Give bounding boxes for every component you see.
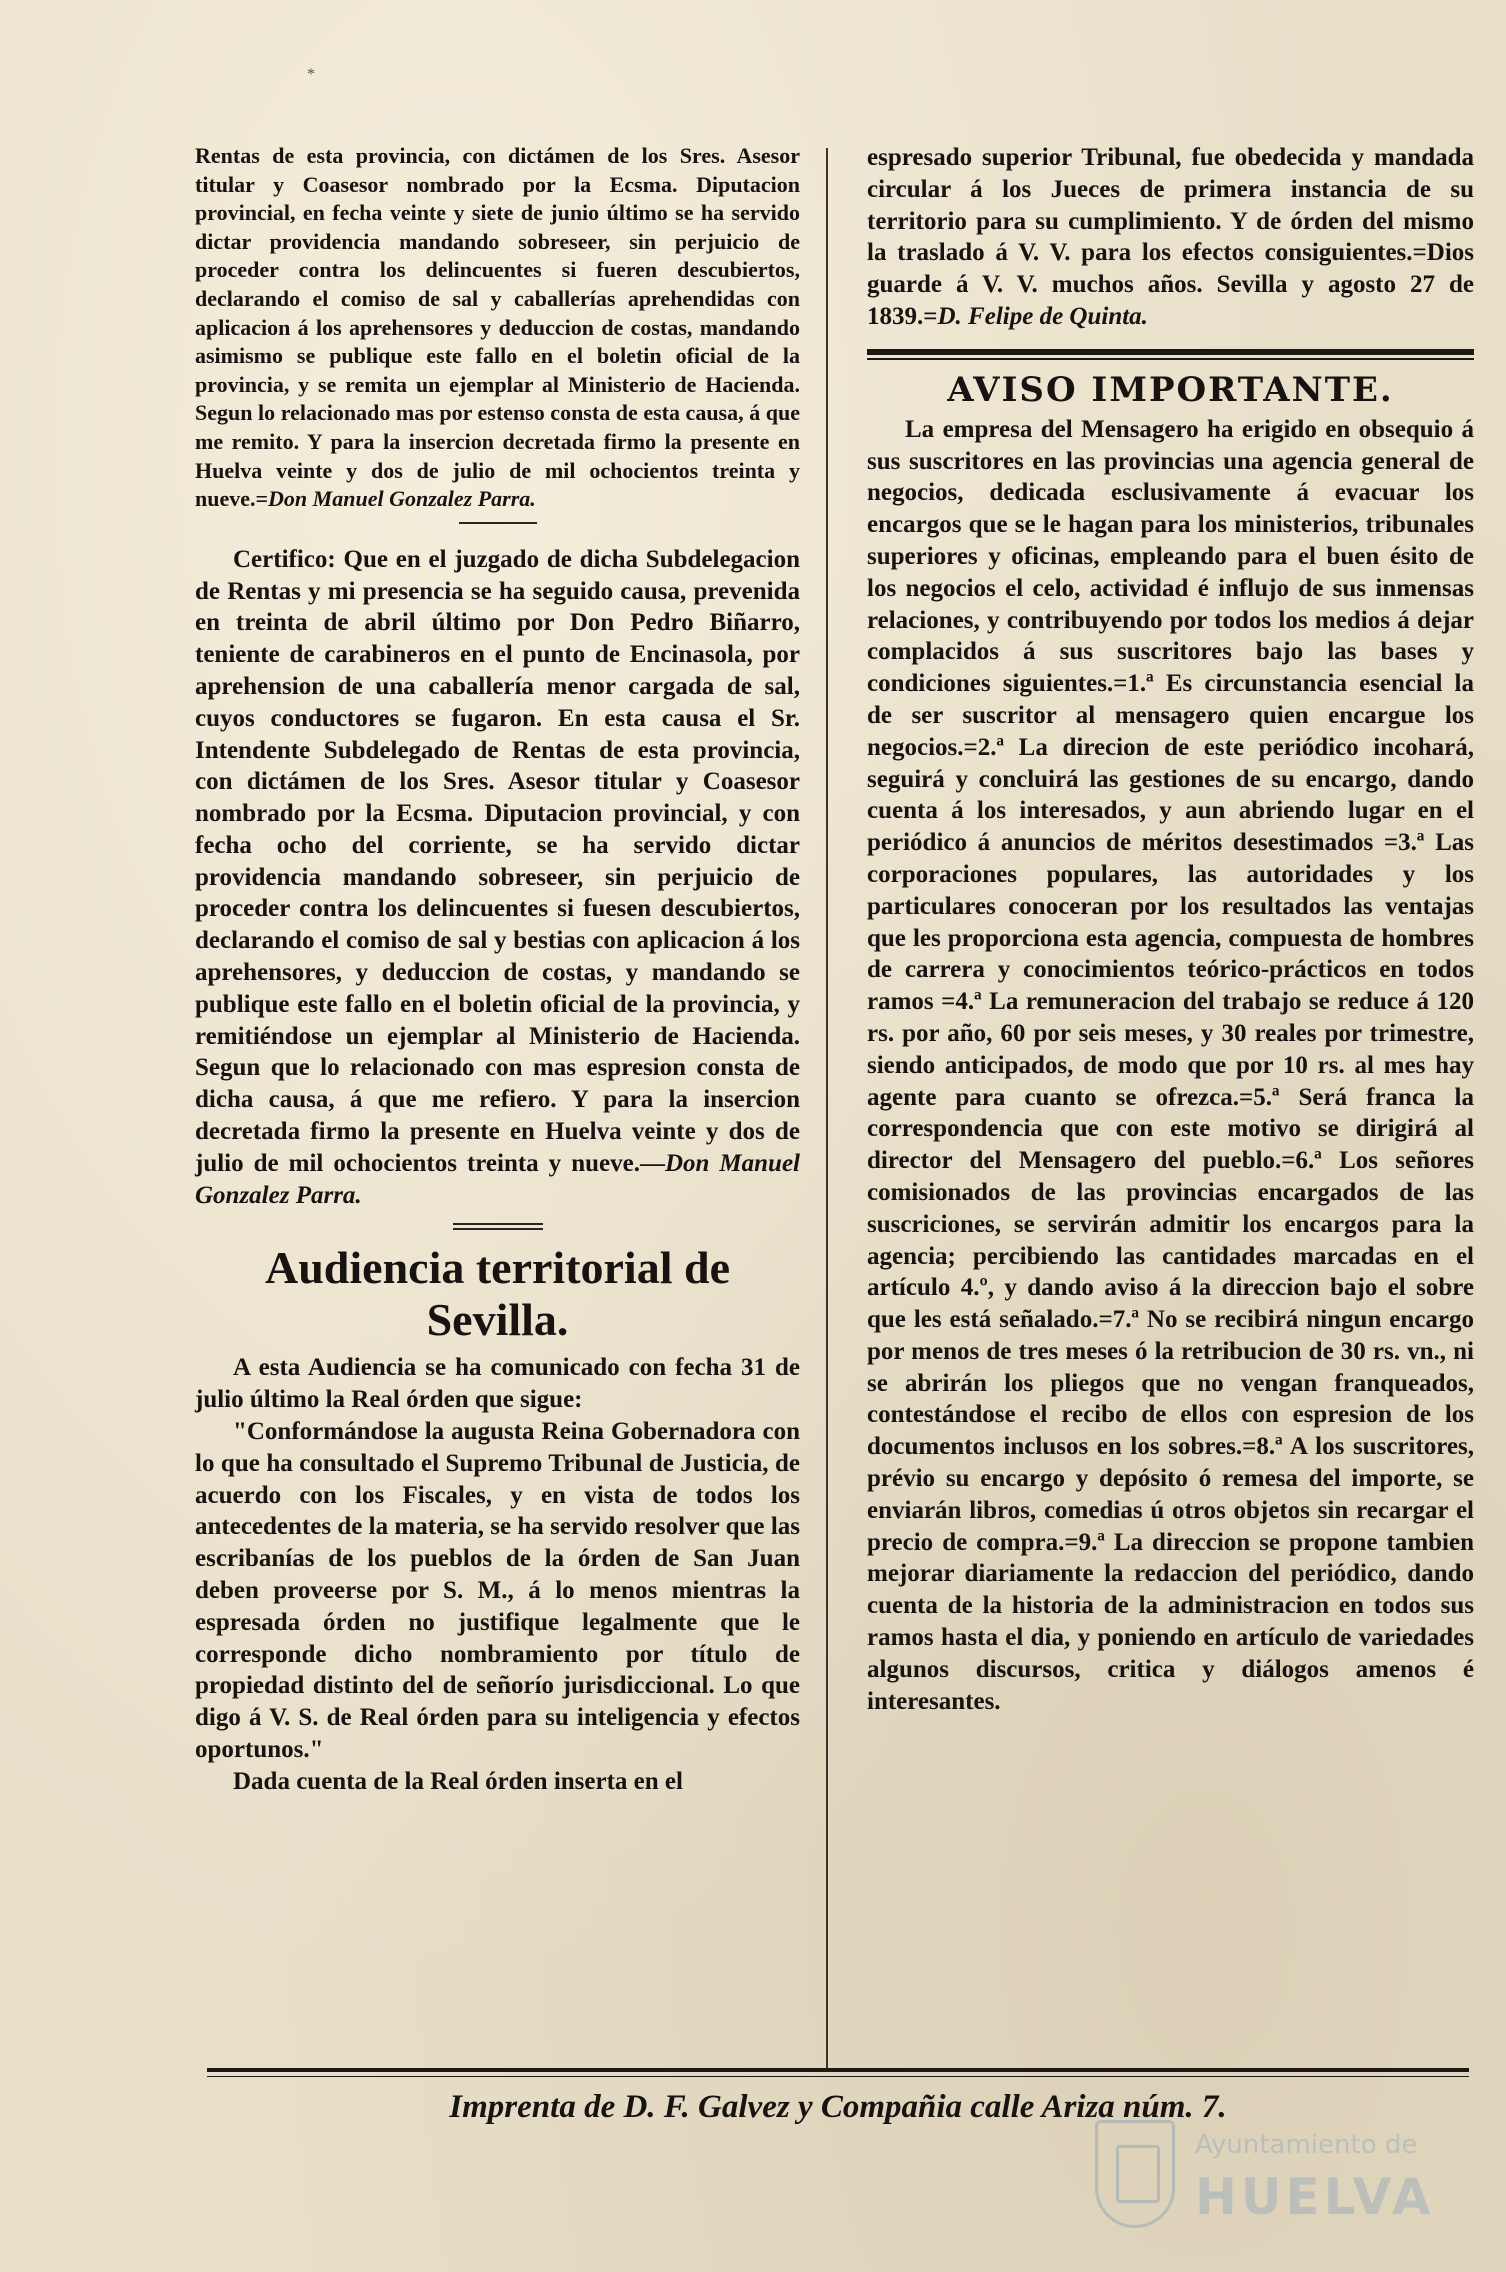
page-mark: * xyxy=(307,66,315,83)
right-column xyxy=(867,142,1474,1717)
left-paragraph-1-signature: Don Manuel Gonzalez Parra. xyxy=(268,486,536,512)
left-paragraph-5-text: Dada cuenta de la Real órden inserta en el xyxy=(233,1767,683,1795)
left-paragraph-4 xyxy=(195,1416,800,1766)
left-paragraph-5 xyxy=(195,1766,800,1798)
left-paragraph-2-signature: Don Manuel Gonzalez Parra. xyxy=(195,1149,800,1209)
right-paragraph-1-text: espresado superior Tribunal, fue obedecida y mandada circular á los Jueces de primera instancia de su territorio para su cumplimiento. Y de órden del mismo la traslado á V. V. para los efectos consiguientes.=Dios guarde á V. V. muchos años. Sevilla y agosto 27 de 1839.= xyxy=(867,144,1474,330)
watermark xyxy=(1095,2112,1435,2242)
short-separator xyxy=(459,522,537,524)
notice-heading: AVISO IMPORTANTE. xyxy=(947,369,1394,410)
double-separator xyxy=(453,1223,543,1230)
footer-rule-thick xyxy=(207,2068,1469,2072)
notice-rule-thin xyxy=(867,358,1474,360)
right-paragraph-1-signature: D. Felipe de Quinta. xyxy=(937,302,1148,330)
notice-paragraph-text: La empresa del Mensagero ha erigido en obsequio á sus suscritores en las provincias una agencia general de negocios, dedicada esclusivamente á evacuar los encargos que se le hagan para los ministerios, tribunales superiores y oficinas, empleando para el buen ésito de los negocios el celo, actividad é influjo de sus inmensas relaciones, y contribuyendo por todos los medios á dejar complacidos á sus suscritores bajo las bases y condiciones siguientes.=1.ª Es circunstancia esencial la de ser suscritor al mensagero quien encargue los negocios.=2.ª La direcion de este periódico incohará, seguirá y concluirá las gestiones de su encargo, dando cuenta á los interesados, y aun abriendo lugar en el periódico á anuncios de méritos desestimados =3.ª Las corporaciones populares, las autoridades y los particulares conoceran por los resultados las ventajas que les proporciona esta agencia, compuesta de hombres de carrera y conocimientos teórico-prácticos en todos ramos =4.ª La remuneracion del trabajo se reduce á 120 rs. por año, 60 por seis meses, y 30 reales por trimestre, siendo anticipados, de modo que por 10 rs. al mes hay agente para cuanto se ofrezca.=5.ª Será franca la correspondencia que con este motivo se dirigirá al director del Mensagero del pueblo.=6.ª Los señores comisionados de las provincias encargados de las suscriciones, se servirán admitir los encargos para la agencia; percibiendo las cantidades marcadas en el artículo 4.º, y dando aviso á la direccion bajo el sobre que les está señalado.=7.ª No se recibirá ningun encargo por menos de tres meses ó la retribucion de 30 rs. vn., ni se abrirán los pliegos que no vengan franqueados, contestándose el recibo de ellos con espresion de los documentos inclusos en los sobres.=8.ª A los suscritores, prévio su encargo y depósito ó remesa del importe, se enviarán libros, comedias ú otros objetos sin recargar el precio de compra.=9.ª La direccion se propone tambien mejorar diariamente la redaccion del periódico, dando cuenta de la historia de la administracion en todos sus ramos hasta el dia, y poniendo en artículo de variedades algunos discursos, critica y diálogos amenos é interesantes. xyxy=(867,415,1474,1715)
right-paragraph-1 xyxy=(867,142,1474,333)
notice-rule xyxy=(867,349,1474,360)
left-paragraph-3-text: A esta Audiencia se ha comunicado con fecha 31 de julio último la Real órden que sigue: xyxy=(195,1354,800,1414)
left-paragraph-2-text: Certifico: Que en el juzgado de dicha Subdelegacion de Rentas y mi presencia se ha seguido causa, prevenida en treinta de abril último por Don Pedro Biñarro, teniente de carabineros en el punto de Encinasola, por aprehension de una caballería menor cargada de sal, cuyos conductores se fugaron. En esta causa el Sr. Intendente Subdelegado de Rentas de esta provincia, con dictámen de los Sres. Asesor titular y Coasesor nombrado por la Ecsma. Diputacion provincial, y con fecha ocho del corriente, se ha servido dictar providencia mandando sobreseer, sin perjuicio de proceder contra los delincuentes si fuesen descubiertos, declarando el comiso de sal y bestias con aplicacion á los aprehensores, y deduccion de costas, y mandando se publique este fallo en el boletin oficial de la provincia, y remitiéndose un ejemplar al Ministerio de Hacienda. Segun que lo relacionado con mas espresion consta de dicha causa, á que me refiero. Y para la insercion decretada firmo la presente en Huelva veinte y dos de julio de mil ochocientos treinta y nueve.— xyxy=(195,545,800,1177)
notice-paragraph xyxy=(867,414,1474,1718)
column-divider xyxy=(826,148,828,2068)
left-paragraph-2 xyxy=(195,544,800,1212)
footer-rule-thin xyxy=(207,2076,1469,2077)
left-paragraph-4-text: "Conformándose la augusta Reina Gobernadora con lo que ha consultado el Supremo Tribunal de Justicia, de acuerdo con los Fiscales, y en vista de todos los antecedentes de la materia, se ha servido resolver que las escribanías de los pueblos de la órden de San Juan deben proveerse por S. M., á lo menos mientras la espresada órden no justifique legalmente que le corresponde dicho nombramiento por título de propiedad distinto del de señorío jurisdiccional. Lo que digo á V. S. de Real órden para su inteligencia y efectos oportunos." xyxy=(195,1418,800,1764)
watermark-line-1: Ayuntamiento de xyxy=(1195,2130,1418,2160)
imprint-line: Imprenta de D. F. Galvez y Compañia calle Ariza núm. 7. xyxy=(449,2089,1227,2125)
notice-rule-thick xyxy=(867,349,1474,355)
left-column xyxy=(195,142,800,1798)
left-paragraph-1 xyxy=(195,142,800,514)
huelva-shield-icon xyxy=(1095,2120,1175,2228)
section-heading: Audiencia territorial de Sevilla. xyxy=(264,1242,730,1346)
left-paragraph-3 xyxy=(195,1352,800,1416)
left-paragraph-1-text: Rentas de esta provincia, con dictámen de los Sres. Asesor titular y Coasesor nombrado por la Ecsma. Diputacion provincial, en fecha veinte y siete de junio último se ha servido dictar providencia mandando sobreseer, sin perjuicio de proceder contra los delincuentes si fueren descubiertos, declarando el comiso de sal y caballerías aprehendidas con aplicacion á los aprehensores y deduccion de costas, mandando asimismo se publique este fallo en el boletin oficial de la provincia, y se remita un ejemplar al Ministerio de Hacienda. Segun lo relacionado mas por estenso consta de esta causa, á que me remito. Y para la insercion decretada firmo la presente en Huelva veinte y dos de julio de mil ochocientos treinta y nueve.= xyxy=(195,143,800,512)
watermark-line-2: HUELVA xyxy=(1195,2168,1435,2226)
